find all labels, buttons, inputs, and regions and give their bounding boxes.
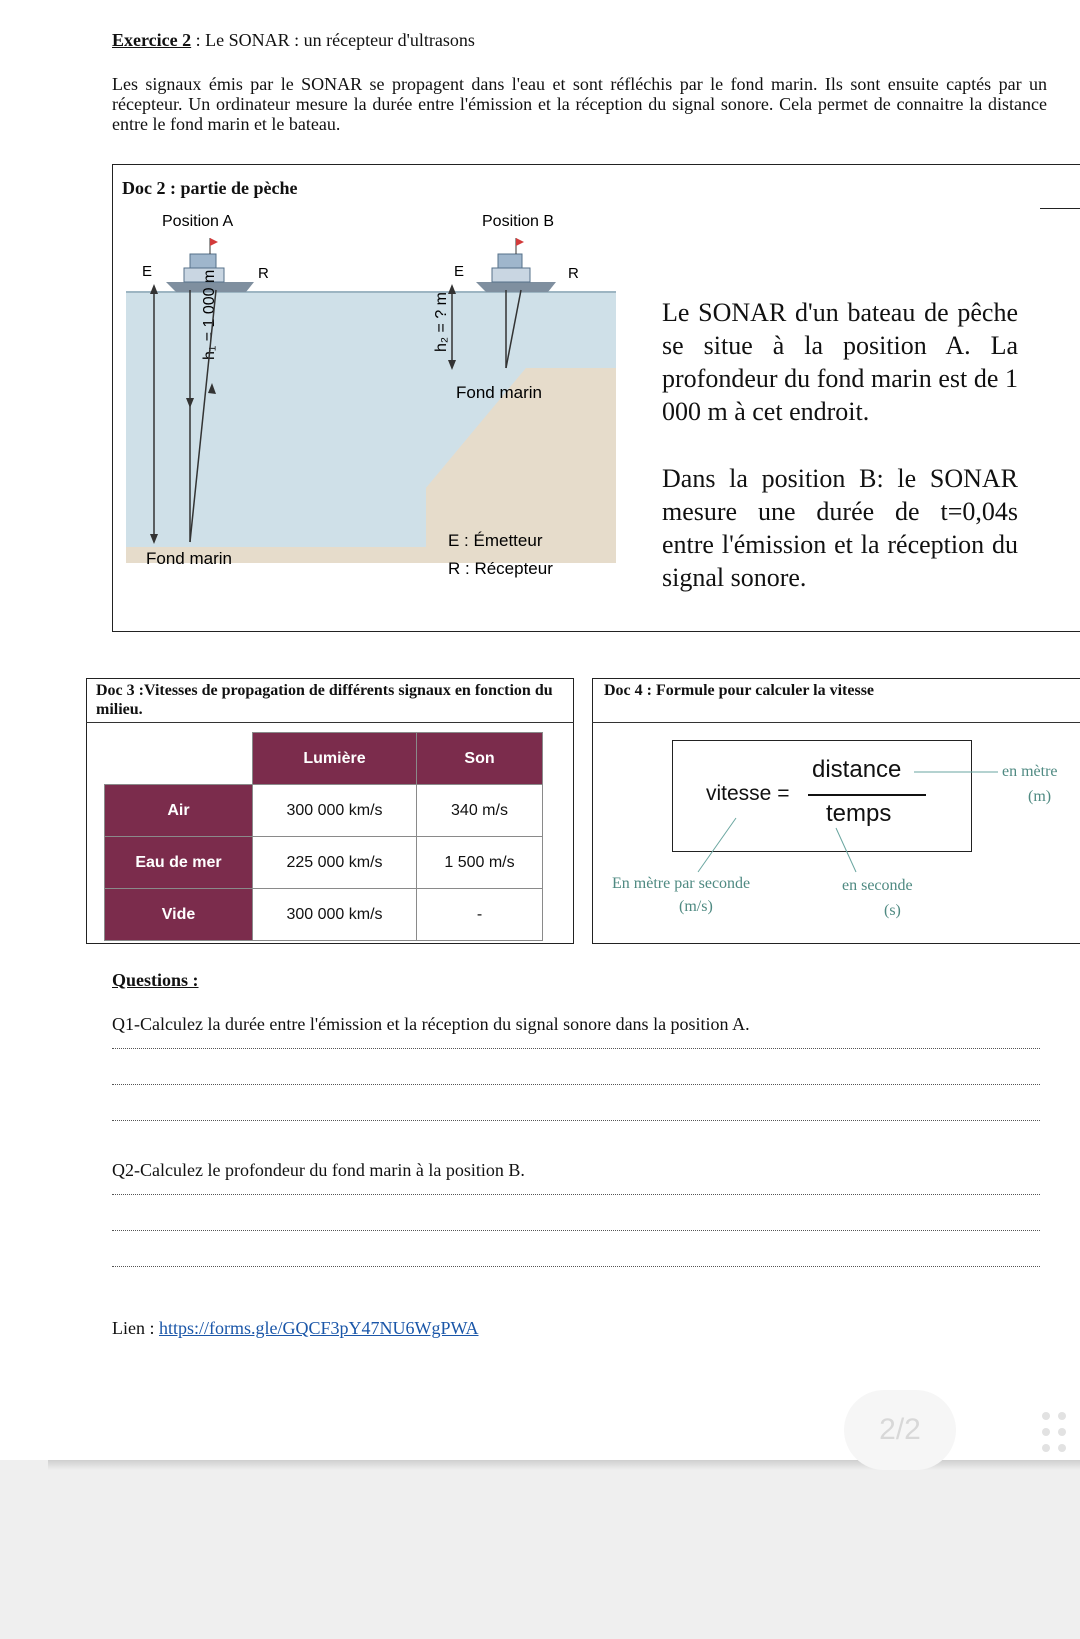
speed-table	[104, 732, 543, 941]
row-medium: Eau de mer	[105, 837, 253, 889]
table-row	[105, 785, 543, 837]
doc2-text-2: Dans la position B: le SONAR mesure une durée de t=0,04s entre l'émission et la réception du signal sonore.	[662, 464, 1018, 592]
legend-receiver: R : Récepteur	[448, 559, 553, 578]
row-medium: Vide	[105, 889, 253, 941]
doc2-description	[662, 296, 1018, 628]
row-medium: Air	[105, 785, 253, 837]
receiver-label-a: R	[258, 265, 269, 282]
answer-line[interactable]	[112, 1230, 1040, 1231]
question-2: Q2-Calculez le profondeur du fond marin à la position B.	[112, 1160, 525, 1180]
unit-vitesse-symbol: (m/s)	[679, 898, 713, 915]
answer-line[interactable]	[112, 1266, 1040, 1267]
h1-label: h₁ = 1 000 m	[201, 269, 218, 360]
position-b-label: Position B	[482, 213, 555, 230]
doc2-title: Doc 2 : partie de pèche	[122, 178, 298, 198]
formula-pointers	[592, 722, 1080, 944]
boat-b	[476, 238, 556, 292]
doc3-title: Doc 3 :Vitesses de propagation de différents signaux en fonction du milieu.	[96, 682, 553, 718]
exercise-intro: Les signaux émis par le SONAR se propagent dans l'eau et sont réfléchis par le fond marin. Ils sont ensuite captés par un récepteur. Un ordinateur mesure la durée entre l'émission et la réception du signal sonore. Cela permet de connaitre la distance entre le fond marin et le bateau.	[112, 74, 1047, 134]
emitter-label-a: E	[142, 263, 153, 280]
cell-sound: 340 m/s	[417, 785, 543, 837]
page-indicator: 2/2	[844, 1390, 956, 1470]
formula-distance: distance	[812, 756, 902, 783]
header-lumiere: Lumière	[253, 733, 417, 785]
table-header-row	[105, 733, 543, 785]
formula-vitesse: vitesse =	[706, 782, 790, 805]
cell-light: 300 000 km/s	[253, 785, 417, 837]
table-row	[105, 889, 543, 941]
emitter-label-b: E	[454, 263, 465, 280]
unit-vitesse: En mètre par seconde	[612, 875, 751, 892]
cell-sound: 1 500 m/s	[417, 837, 543, 889]
question-1: Q1-Calculez la durée entre l'émission et la réception du signal sonore dans la position A.	[112, 1014, 750, 1034]
questions-title: Questions :	[112, 970, 199, 990]
answer-line[interactable]	[112, 1084, 1040, 1085]
unit-temps: en seconde	[842, 877, 913, 894]
link-label: Lien :	[112, 1318, 159, 1338]
sonar-diagram	[126, 208, 616, 610]
cell-light: 300 000 km/s	[253, 889, 417, 941]
exercise-title: Exercice 2 : Le SONAR : un récepteur d'ultrasons	[112, 30, 475, 50]
formula-temps: temps	[826, 800, 892, 827]
receiver-label-b: R	[568, 265, 579, 282]
legend-emitter: E : Émetteur	[448, 531, 543, 550]
position-a-label: Position A	[162, 213, 234, 230]
doc4-title: Doc 4 : Formule pour calculer la vitesse	[604, 682, 875, 699]
unit-distance: en mètre	[1002, 763, 1058, 780]
cell-light: 225 000 km/s	[253, 837, 417, 889]
answer-line[interactable]	[112, 1120, 1040, 1121]
table-row	[105, 837, 543, 889]
doc2-text-1: Le SONAR d'un bateau de pêche se situe à la position A. La profondeur du fond marin est de 1 000 m à cet endroit.	[662, 298, 1018, 426]
unit-temps-symbol: (s)	[884, 902, 901, 919]
fond-marin-b-label: Fond marin	[456, 383, 542, 402]
answer-line[interactable]	[112, 1194, 1040, 1195]
header-son: Son	[417, 733, 543, 785]
link-line	[112, 1318, 479, 1339]
doc3-divider	[86, 722, 574, 723]
cell-sound: -	[417, 889, 543, 941]
unit-distance-symbol: (m)	[1028, 788, 1052, 805]
doc2-divider	[1040, 208, 1080, 209]
grid-handle-icon[interactable]	[1038, 1408, 1072, 1458]
form-link[interactable]: https://forms.gle/GQCF3pY47NU6WgPWA	[159, 1318, 479, 1338]
h2-label: h₂ = ? m	[433, 291, 450, 352]
answer-line[interactable]	[112, 1048, 1040, 1049]
fond-marin-a-label: Fond marin	[146, 549, 232, 568]
